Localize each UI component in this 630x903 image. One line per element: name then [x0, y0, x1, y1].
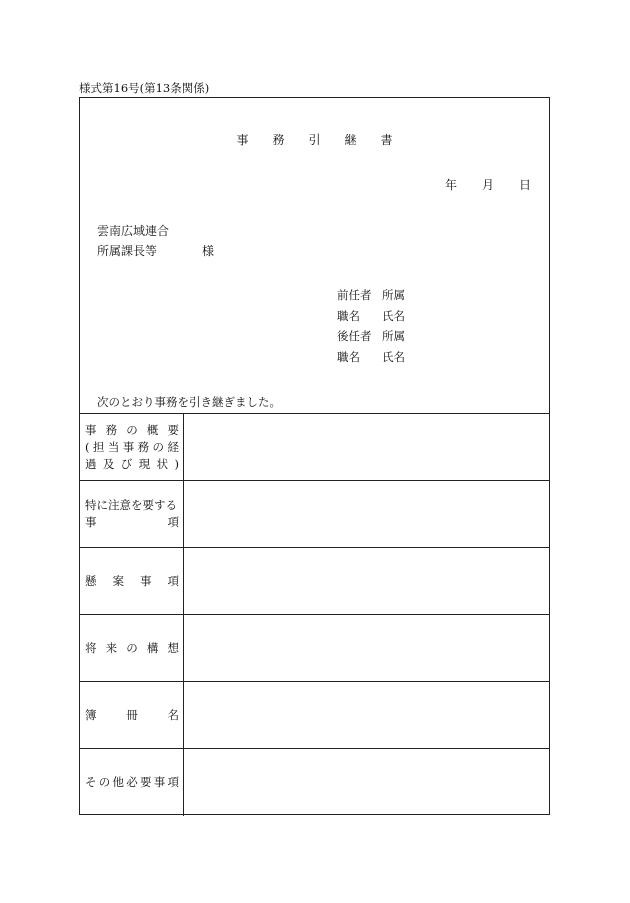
label-char: 項 — [167, 573, 179, 588]
label-char: 過 — [85, 456, 97, 471]
successor-name-row — [337, 347, 405, 368]
position-label: 職名 — [337, 349, 360, 364]
year-label: 年 — [444, 178, 457, 192]
honorific: 様 — [202, 244, 215, 258]
table-row — [80, 615, 549, 682]
organization-name: 雲南広域連合 — [97, 224, 170, 238]
handover-table — [80, 414, 549, 816]
label-char: 将 — [85, 640, 97, 655]
label-char: 事 — [153, 775, 166, 789]
label-char: 構 — [146, 640, 159, 655]
label-char: 事 — [85, 515, 97, 529]
label-char: ( — [85, 439, 90, 454]
label-char: 現 — [138, 456, 151, 471]
predecessor-name-row — [337, 306, 405, 327]
label-char: 懸 — [85, 573, 97, 588]
affiliation-label: 所属 — [382, 288, 405, 302]
label-char: 当 — [107, 439, 120, 454]
title-char: 引 — [308, 133, 321, 147]
table-row — [80, 481, 549, 548]
name-label: 氏名 — [382, 308, 405, 323]
table-row — [80, 749, 549, 816]
label-char: 名 — [167, 707, 179, 722]
label-char: の — [98, 775, 111, 789]
successor-affiliation-row — [337, 326, 405, 347]
label-char: 冊 — [126, 707, 138, 722]
title-char: 継 — [344, 133, 357, 147]
parties-block — [337, 285, 405, 367]
row-value-pending-issues[interactable] — [184, 548, 549, 614]
label-char: 事 — [122, 439, 135, 454]
label-char: 状 — [156, 456, 169, 471]
row-value-other-matters[interactable] — [184, 749, 549, 816]
label-char: 必 — [126, 775, 138, 789]
form-title — [80, 131, 549, 148]
row-label-summary — [80, 414, 184, 480]
label-char: 他 — [112, 775, 124, 789]
row-value-summary[interactable] — [184, 414, 549, 480]
row-label-other-matters — [80, 749, 184, 816]
label-char: 事 — [140, 573, 152, 588]
label-line: 特に注意を要する — [85, 498, 177, 512]
intro-text: 次のとおり事務を引き継ぎました。 — [97, 395, 281, 409]
label-char: 想 — [167, 640, 179, 655]
day-label: 日 — [518, 178, 531, 192]
position-label: 職名 — [337, 308, 360, 323]
recipient-line — [97, 241, 214, 261]
table-row — [80, 414, 549, 481]
label-char: 及 — [102, 456, 115, 471]
row-value-ledger-names[interactable] — [184, 682, 549, 748]
form-header — [80, 98, 549, 414]
label-char: 概 — [146, 422, 159, 437]
label-char: の — [152, 439, 165, 454]
row-label-special-notes — [80, 481, 184, 547]
row-label-pending-issues — [80, 548, 184, 614]
addressee-block — [97, 221, 214, 261]
title-char: 書 — [380, 133, 393, 147]
label-char: 項 — [167, 775, 179, 789]
title-char: 事 — [236, 133, 249, 147]
row-value-future-plans[interactable] — [184, 615, 549, 681]
label-char: 案 — [112, 573, 124, 588]
label-char: 務 — [137, 439, 150, 454]
label-char: び — [120, 456, 133, 471]
label-char: 務 — [105, 422, 118, 437]
date-line — [420, 176, 531, 193]
row-label-ledger-names — [80, 682, 184, 748]
successor-label: 後任者 — [337, 329, 372, 343]
label-char: ) — [174, 456, 179, 471]
label-char: 要 — [167, 422, 179, 437]
label-char: の — [126, 422, 138, 437]
title-char: 務 — [272, 133, 285, 147]
table-row — [80, 682, 549, 749]
predecessor-affiliation-row — [337, 285, 405, 306]
form-number: 様式第16号(第13条関係) — [79, 81, 210, 95]
label-char: そ — [85, 775, 97, 789]
name-label: 氏名 — [382, 349, 405, 364]
form-frame — [79, 97, 550, 815]
month-label: 月 — [481, 178, 494, 192]
recipient-title: 所属課長等 — [97, 244, 158, 258]
label-char: 担 — [92, 439, 105, 454]
label-char: 簿 — [85, 707, 97, 722]
label-char: 事 — [85, 422, 97, 437]
row-value-special-notes[interactable] — [184, 481, 549, 547]
label-char: 来 — [105, 640, 118, 655]
row-label-future-plans — [80, 615, 184, 681]
affiliation-label: 所属 — [382, 329, 405, 343]
predecessor-label: 前任者 — [337, 288, 372, 302]
label-char: 項 — [167, 515, 179, 529]
table-row — [80, 548, 549, 615]
label-char: 要 — [140, 775, 152, 789]
label-char: の — [126, 640, 138, 655]
label-char: 経 — [167, 439, 179, 454]
